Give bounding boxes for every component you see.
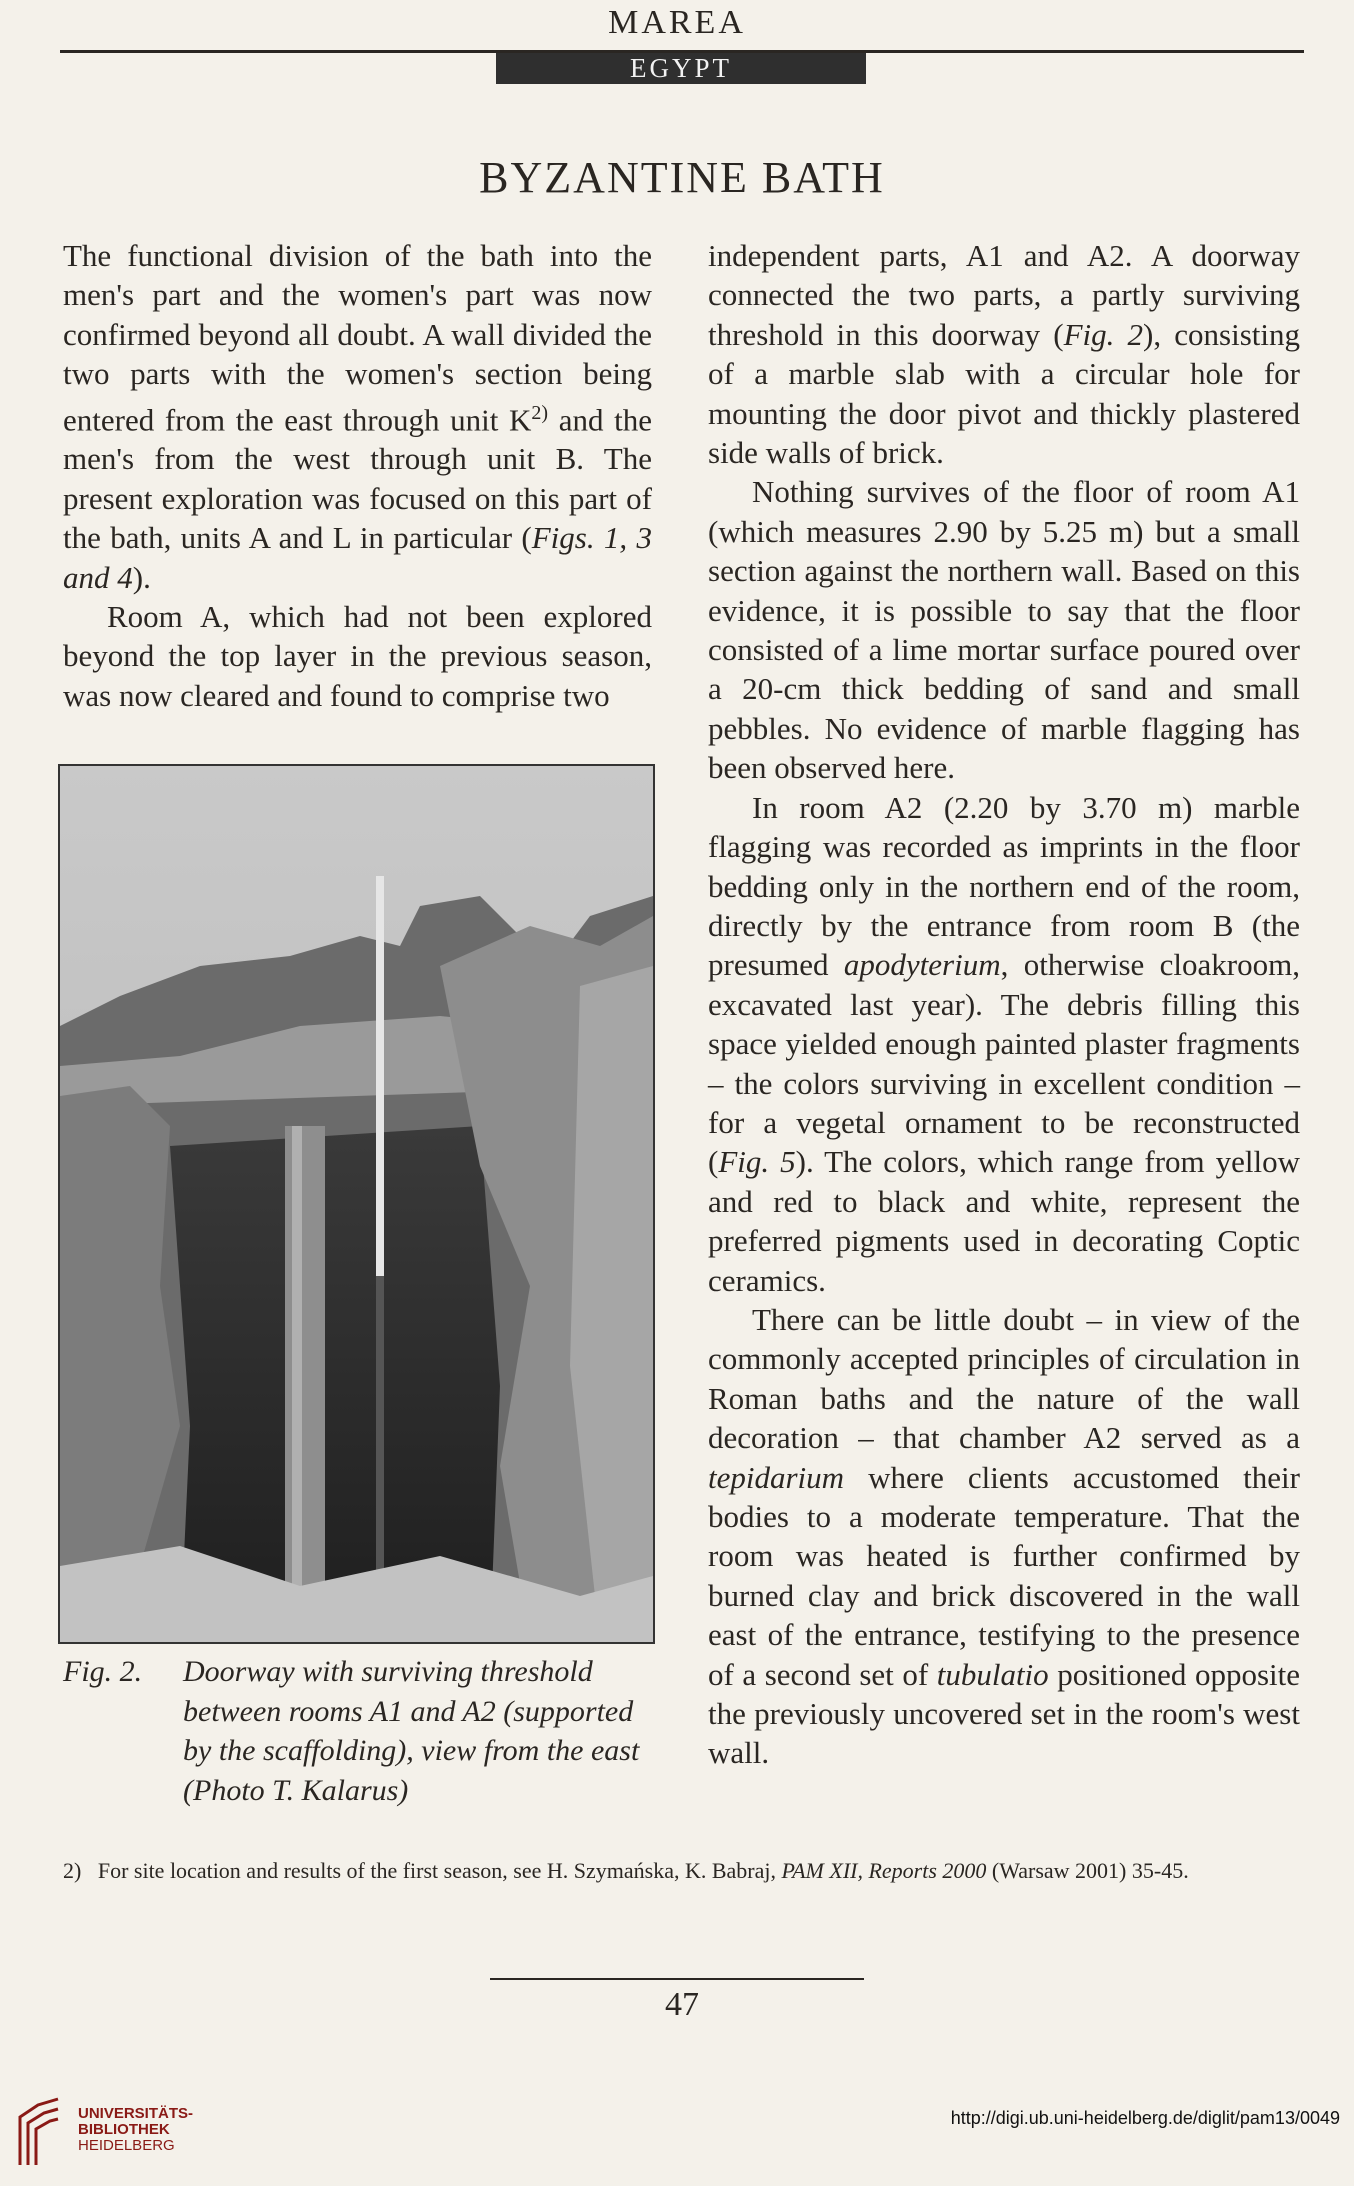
term: apodyterium: [843, 947, 1001, 983]
left-column: [63, 236, 652, 715]
figure-label: Fig. 2.: [63, 1655, 143, 1688]
page-number: 47: [665, 1986, 699, 2023]
footer-rule: [490, 1978, 864, 1980]
footnote-marker: 2): [63, 1858, 82, 1883]
library-name: UNIVERSITÄTS- BIBLIOTHEK HEIDELBERG: [78, 2105, 194, 2154]
paragraph: In room A2 (2.20 by 3.70 m) marble flagging was recorded as imprints in the floor bedding only in the northern end of the room, directly by the entrance from room B (the presumed apodyterium, otherwise cloakroom, excavated last year). The debris filling this space yielded enough painted plaster fragments – the colors surviving in excellent condition – for a vegetal ornament to be reconstructed (Fig. 5). The colors, which range from yellow and red to black and white, represent the preferred pigments used in decorating Coptic ceramics.: [708, 789, 1300, 1298]
term: tubulatio: [936, 1656, 1049, 1692]
term: tepidarium: [708, 1459, 845, 1495]
journal-title: PAM XII, Reports 2000: [781, 1858, 987, 1883]
figure-ref: Fig. 5: [718, 1144, 796, 1180]
figure-caption-text: Doorway with surviving threshold between rooms A1 and A2 (supported by the scaffolding), view from the east (Photo T. Kalarus): [183, 1655, 640, 1807]
figure-photo: [58, 764, 655, 1644]
source-url-link[interactable]: http://digi.ub.uni-heidelberg.de/diglit/pam13/0049: [950, 2108, 1340, 2128]
figure-ref: Figs. 1, 3 and 4: [63, 520, 652, 595]
paragraph: The functional division of the bath into the men's part and the women's part was now confirmed beyond all doubt. A wall divided the two parts with the women's section being entered from the east through unit $K^{2)}$ and the men's from the west through unit B. The present exploration was focused on this part of the bath, units A and L in particular (Figs. 1, 3 and 4).: [63, 238, 652, 595]
paragraph: There can be little doubt – in view of the commonly accepted principles of circulation in Roman baths and the nature of the wall decoration – that chamber A2 served as a tepidarium where clients accustomed their bodies to a moderate temperature. That the room was heated is further confirmed by burned clay and brick discovered in the wall east of the entrance, testifying to the presence of a second set of tubulatio positioned opposite the previously uncovered set in the room's west wall.: [708, 1301, 1300, 1771]
library-logo-icon[interactable]: [14, 2095, 64, 2167]
running-head: MAREA: [608, 4, 746, 41]
paragraph: independent parts, A1 and A2. A doorway connected the two parts, a partly surviving threshold in this doorway (Fig. 2), consisting of a marble slab with a circular hole for mounting the door pivot and thickly plastered side walls of brick.: [708, 238, 1300, 471]
paragraph: Nothing survives of the floor of room A1 (which measures 2.90 by 5.25 m) but a small section against the northern wall. Based on this evidence, it is possible to say that the floor consisted of a lime mortar surface poured over a 20-cm thick bedding of sand and small pebbles. No evidence of marble flagging has been observed here.: [708, 474, 1300, 786]
doorway-photo-image: [60, 766, 653, 1642]
section-tab: EGYPT: [496, 53, 866, 84]
footnote: 2) For site location and results of the first season, see H. Szymańska, K. Babraj, PAM XII, Reports 2000 (Warsaw 2001) 35-45.: [63, 1858, 1189, 1883]
footnote-ref[interactable]: 2): [531, 401, 549, 424]
right-column: [708, 236, 1300, 1773]
page-title: BYZANTINE BATH: [479, 153, 885, 202]
paragraph: Room A, which had not been explored beyond the top layer in the previous season, was now cleared and found to comprise two: [63, 598, 652, 713]
figure-ref: Fig. 2: [1063, 316, 1144, 352]
